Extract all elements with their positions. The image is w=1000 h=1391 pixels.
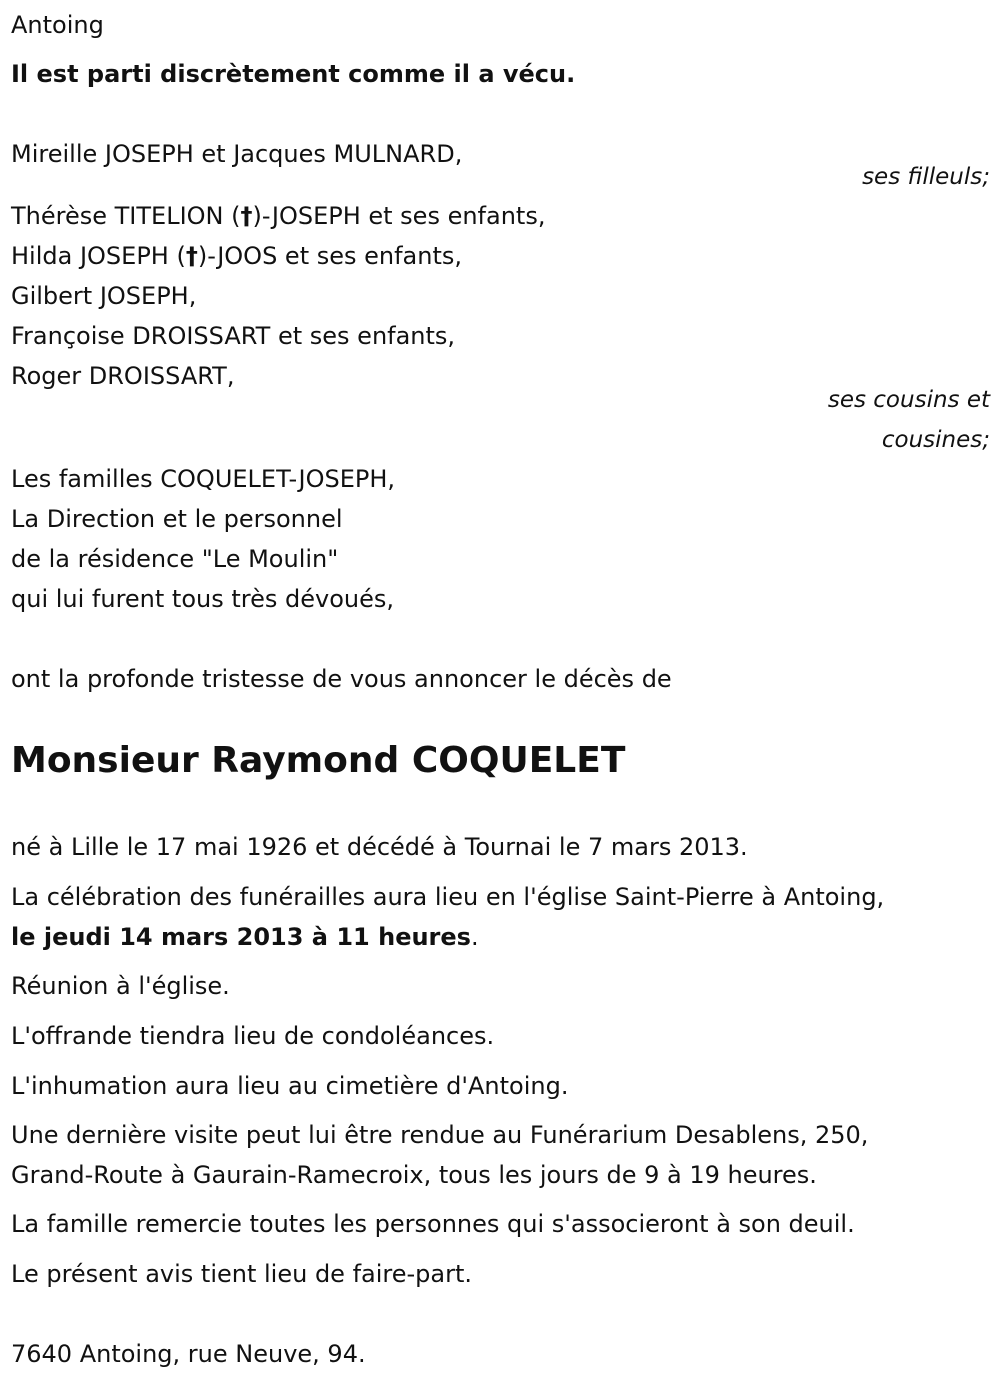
birth-death-line: né à Lille le 17 mai 1926 et décédé à Tournai le 7 mars 2013. [11,833,748,861]
cousin-francoise: Françoise DROISSART et ses enfants, [11,322,456,350]
motto: Il est parti discrètement comme il a vécu. [11,60,576,88]
cousin-therese-rest: )-JOSEPH et ses enfants, [252,202,546,230]
funeral-date: le jeudi 14 mars 2013 à 11 heures [11,923,471,951]
offering-line: L'offrande tiendra lieu de condoléances. [11,1022,495,1050]
cousin-gilbert: Gilbert JOSEPH, [11,282,197,310]
cousins-role-line-2: cousines; [881,427,990,453]
funeral-line-1: La célébration des funérailles aura lieu en l'église Saint-Pierre à Antoing, [11,883,885,911]
cousins-role-line-1: ses cousins et [827,387,990,413]
meeting-line: Réunion à l'église. [11,972,230,1000]
others-line-2: La Direction et le personnel [11,505,343,533]
city-heading: Antoing [11,11,104,39]
notice-line: Le présent avis tient lieu de faire-part. [11,1260,473,1288]
others-line-1: Les familles COQUELET-JOSEPH, [11,465,396,493]
cousin-therese-name: Thérèse TITELION ( [11,202,241,230]
others-line-3: de la résidence "Le Moulin" [11,545,339,573]
cousin-hilda-rest: )-JOOS et ses enfants, [197,242,463,270]
burial-line: L'inhumation aura lieu au cimetière d'Antoing. [11,1072,569,1100]
others-line-4: qui lui furent tous très dévoués, [11,585,395,613]
visit-line-2: Grand-Route à Gaurain-Ramecroix, tous les jours de 9 à 19 heures. [11,1161,817,1189]
godchildren-line: Mireille JOSEPH et Jacques MULNARD, [11,140,463,168]
godchildren-role: ses filleuls; [862,164,990,190]
funeral-period: . [470,923,479,951]
cousin-hilda [11,241,462,271]
cousin-hilda-name: Hilda JOSEPH ( [11,242,186,270]
announcement: ont la profonde tristesse de vous annoncer le décès de [11,665,672,693]
thanks-line: La famille remercie toutes les personnes qui s'associeront à son deuil. [11,1210,855,1238]
visit-line-1: Une dernière visite peut lui être rendue au Funérarium Desablens, 250, [11,1121,869,1149]
address-line: 7640 Antoing, rue Neuve, 94. [11,1340,366,1368]
funeral-line-2 [11,922,479,952]
cross-icon: † [185,242,198,270]
cousin-therese [11,201,545,231]
deceased-name: Monsieur Raymond COQUELET [11,740,626,781]
cousin-roger: Roger DROISSART, [11,362,235,390]
cross-icon: † [240,202,253,230]
